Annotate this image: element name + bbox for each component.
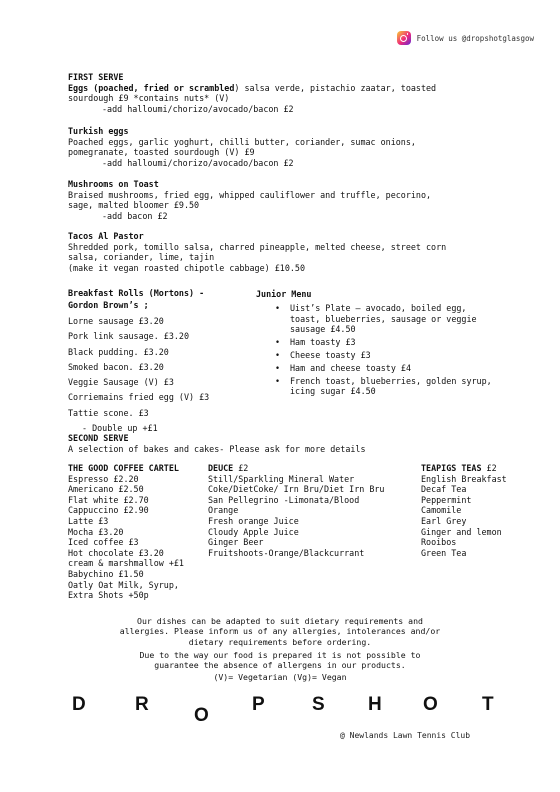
list-item: Fruitshoots-Orange/Blackcurrant: [208, 547, 365, 558]
list-item: Peppermint: [421, 494, 472, 505]
list-item: Americano £2.50: [68, 484, 144, 495]
list-item: Rooibos: [421, 537, 457, 548]
list-item: Veggie Sausage (V) £3: [68, 377, 174, 388]
list-item: cream & marshmallow +£1: [68, 558, 184, 569]
junior-menu-list: [256, 303, 496, 397]
list-item: Decaf Tea: [421, 484, 467, 495]
club-footer: @ Newlands Lawn Tennis Club: [340, 731, 471, 740]
menu-item-tacos: [68, 231, 508, 273]
item-addon: -add bacon £2: [102, 210, 168, 221]
section-price: £2: [233, 463, 249, 473]
item-desc: pomegranate, toasted sourdough (V) £9: [68, 147, 255, 158]
list-item: Hot chocolate £3.20: [68, 547, 164, 558]
list-item: • Cheese toasty £3: [290, 350, 496, 361]
list-item: Earl Grey: [421, 515, 467, 526]
diet-key: (V)= Vegetarian (Vg)= Vegan: [213, 672, 347, 682]
double-up-note: - Double up +£1: [82, 423, 158, 434]
list-item: Lorne sausage £3.20: [68, 316, 164, 326]
section-title: SECOND SERVE: [68, 433, 129, 443]
item-desc: ) salsa verde, pistachio zaatar, toasted: [234, 82, 437, 93]
list-item: Flat white £2.70: [68, 494, 149, 505]
list-item: Extra Shots +50p: [68, 590, 149, 601]
list-item: • Ham and cheese toasty £4: [290, 363, 496, 374]
list-item: Fresh orange Juice: [208, 515, 299, 526]
logo-letter: O: [423, 694, 438, 715]
breakfast-rolls-section: [68, 288, 258, 436]
note-line: dietary requirements before ordering.: [188, 636, 372, 647]
menu-item-eggs: [68, 83, 508, 94]
list-item: Black pudding. £3.20: [68, 346, 169, 357]
second-serve-section: [68, 433, 508, 455]
section-title: FIRST SERVE: [68, 72, 124, 82]
note-line: Our dishes can be adapted to suit dietary requirements and: [137, 616, 423, 626]
deuce-section: [208, 463, 418, 558]
list-item: Coke/DietCoke/ Irn Bru/Diet Irn Bru: [208, 484, 385, 495]
list-item: Tattie scone. £3: [68, 407, 149, 418]
list-item: San Pellegrino -Limonata/Blood: [208, 494, 360, 505]
section-title: Junior Menu: [256, 289, 312, 299]
logo-letter: D: [72, 694, 86, 715]
follow-text[interactable]: Follow us @dropshotglasgow: [416, 33, 534, 43]
first-serve-section: [68, 72, 508, 114]
list-item: Smoked bacon. £3.20: [68, 361, 164, 372]
list-item: Iced coffee £3: [68, 537, 139, 548]
note-line: guarantee the absence of allergens in our products.: [154, 660, 406, 671]
item-addon: -add halloumi/chorizo/avocado/bacon £2: [102, 157, 294, 168]
item-desc: Poached eggs, garlic yoghurt, chilli butter, coriander, sumac onions,: [68, 136, 416, 147]
list-item: Ginger Beer: [208, 537, 264, 548]
logo-letter: S: [312, 694, 325, 715]
list-item: Pork link sausage. £3.20: [68, 331, 190, 342]
note-line: Due to the way our food is prepared it is not possible to: [139, 650, 421, 660]
logo-letter: P: [252, 694, 265, 715]
list-item: Camomile: [421, 505, 462, 516]
logo-letter: R: [135, 694, 149, 715]
section-text: A selection of bakes and cakes- Please ask for more details: [68, 444, 366, 454]
dietary-note: [60, 616, 500, 647]
coffee-section: [68, 463, 206, 601]
dropshot-logo: [72, 694, 502, 728]
item-addon: -add halloumi/chorizo/avocado/bacon £2: [102, 103, 294, 114]
section-title: DEUCE: [208, 463, 234, 473]
item-desc: sage, malted bloomer £9.50: [68, 200, 200, 211]
section-title: TEAPIGS TEAS: [421, 463, 482, 473]
list-item: Mocha £3.20: [68, 526, 124, 537]
list-item: Still/Sparkling Mineral Water: [208, 473, 355, 484]
item-name: Tacos Al Pastor: [68, 231, 144, 241]
list-item: Babychino £1.50: [68, 568, 144, 579]
list-item: Latte £3: [68, 515, 109, 526]
instagram-follow[interactable]: [397, 31, 534, 45]
logo-letter: T: [482, 694, 494, 715]
teapigs-section: [421, 463, 541, 558]
list-item: Espresso £2.20: [68, 473, 139, 484]
list-item: Green Tea: [421, 547, 467, 558]
menu-item-turkish-eggs: [68, 126, 508, 168]
section-price: £2: [481, 463, 497, 473]
list-item: • French toast, blueberries, golden syrup, icing sugar £4.50: [290, 376, 496, 398]
section-title: THE GOOD COFFEE CARTEL: [68, 463, 179, 473]
instagram-icon[interactable]: [397, 31, 411, 45]
junior-menu-section: [256, 289, 496, 399]
allergen-note: [60, 650, 500, 671]
list-item: • Uist’s Plate – avocado, boiled egg, toast, blueberries, sausage or veggie sausage £4.50: [290, 303, 496, 335]
logo-letter: O: [194, 705, 209, 726]
item-name: Turkish eggs: [68, 126, 129, 136]
note-line: allergies. Please inform us of any allergies, intolerances and/or: [119, 626, 441, 637]
list-item: Oatly Oat Milk, Syrup,: [68, 579, 179, 590]
section-title: Breakfast Rolls (Mortons) -: [68, 288, 205, 298]
list-item: English Breakfast: [421, 473, 507, 484]
list-item: • Ham toasty £3: [290, 337, 496, 348]
menu-item-mushrooms: [68, 179, 508, 221]
list-item: Orange: [208, 505, 239, 516]
list-item: Cappuccino £2.90: [68, 505, 149, 516]
section-heading: [421, 463, 541, 474]
item-desc: Braised mushrooms, fried egg, whipped cauliflower and truffle, pecorino,: [68, 189, 432, 200]
list-item: Ginger and lemon: [421, 526, 502, 537]
item-desc: (make it vegan roasted chipotle cabbage) £10.50: [68, 262, 305, 273]
list-item: Cloudy Apple Juice: [208, 526, 299, 537]
section-subtitle: Gordon Brown’s ;: [68, 299, 149, 310]
list-item: Corriemains fried egg (V) £3: [68, 392, 210, 403]
section-heading: [208, 463, 418, 474]
item-desc: Shredded pork, tomillo salsa, charred pineapple, melted cheese, street corn: [68, 241, 447, 252]
item-name: Eggs (poached, fried or scrambled: [68, 82, 235, 93]
item-desc: salsa, coriander, lime, tajin: [68, 252, 215, 263]
item-name: Mushrooms on Toast: [68, 179, 159, 189]
logo-letter: H: [368, 694, 382, 715]
item-desc: sourdough £9 *contains nuts* (V): [68, 93, 230, 104]
